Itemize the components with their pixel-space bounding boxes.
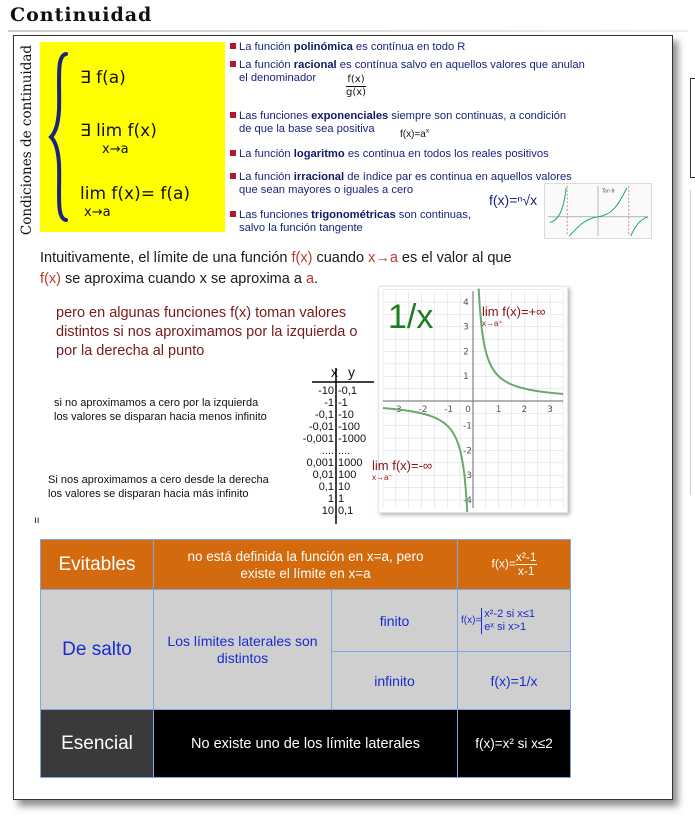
example-evitables: f(x)= $\frac{\text{x²-1}}{x-1}$	[458, 540, 571, 590]
rule-polinomica: La función polinómica es contínua en todo R	[230, 41, 465, 54]
y-tick-label: -2	[463, 446, 472, 457]
desc-salto: Los límites laterales son distintos	[154, 590, 332, 710]
rational-formula: $\frac{f(x)}{g(x)}$	[346, 74, 367, 98]
y-tick-label: 3	[463, 322, 469, 333]
intro-paragraph: Intuitivamente, el límite de una función f(x) cuando x→a es el valor al que f(x) se aproxima cuando x se aproxima a a.	[40, 250, 512, 287]
y-tick-label: -1	[463, 421, 472, 432]
x-value: -0,1	[315, 409, 334, 421]
y-value: 1	[338, 493, 345, 505]
x-tick-label: 2	[521, 404, 528, 415]
y-value: 1000	[338, 457, 363, 469]
tangent-graph-label: Tan θ	[601, 189, 615, 195]
condition-3: lim f(x)= f(a)	[80, 184, 191, 204]
lateral-limits-note: pero en algunas funciones f(x) toman valores distintos si nos aproximamos por la izquierda o por la derecha al punto	[56, 305, 358, 359]
rule-trigonometrica: Las funciones trigonométricas son continuas, salvo la función tangente	[230, 209, 471, 236]
slide-frame	[13, 35, 673, 800]
x-tick-label: -2	[418, 404, 428, 415]
x-header: x	[331, 364, 338, 380]
y-tick-label: -3	[463, 471, 472, 482]
y-value: -10	[338, 409, 354, 421]
rule-exponencial: Las funciones exponenciales siempre son continuas, a condición de que la base sea positiva	[230, 110, 566, 137]
example-finito: f(x)= x²-2 si x≤1 eˣ si x>1	[458, 590, 571, 652]
x-value: -1	[324, 397, 334, 409]
example-infinito: f(x)=1/x	[458, 652, 571, 710]
root-formula: f(x)=ⁿ√x	[489, 192, 538, 208]
x-value: 0,001	[306, 457, 334, 469]
conditions-box	[40, 42, 225, 232]
desc-evitables: no está definida la función en x=a, pero existe el límite en x=a	[154, 540, 458, 590]
y-tick-label: 1	[463, 372, 469, 383]
x-values	[294, 385, 334, 517]
rule-racional: La función racional es contínua salvo en aquellos valores que anulan el denominador	[230, 59, 585, 86]
type-evitables: Evitables	[41, 540, 154, 590]
plot-label: 1/x	[388, 298, 434, 336]
x-value: ....	[321, 445, 334, 457]
tangent-graph	[544, 183, 652, 239]
y-value: -1	[338, 397, 348, 409]
salto-finito: finito	[332, 590, 458, 652]
limit-minus: lim f(x)=-∞ x→a⁻	[372, 458, 433, 482]
row-esencial	[41, 710, 571, 778]
x-value: -10	[318, 385, 334, 397]
type-salto: De salto	[41, 590, 154, 710]
x-value: -0,01	[308, 421, 334, 433]
left-approach-note: si no aproximamos a cero por la izquierda los valores se disparan hacia menos infinito	[54, 397, 267, 423]
exponential-formula: $f(x)=a^x$	[400, 127, 430, 140]
type-esencial: Esencial	[41, 710, 154, 778]
y-values	[338, 385, 382, 517]
right-approach-note: Si nos aproximamos a cero desde la derecha los valores se disparan hacia más infinito	[48, 474, 269, 500]
y-tick-label: 4	[463, 298, 469, 309]
condition-2-sub: x→a	[102, 142, 129, 157]
x-value: 0,1	[318, 481, 334, 493]
x-value: -0,001	[302, 433, 334, 445]
row-salto-finito	[41, 590, 571, 652]
value-table	[294, 366, 384, 526]
x-tick-label: 0	[465, 404, 471, 415]
brace-icon	[48, 50, 72, 224]
condition-2: ∃ lim f(x)	[80, 121, 157, 141]
x-tick-label: 1	[495, 404, 502, 415]
condition-1: ∃ f(a)	[80, 68, 126, 88]
y-value: 10	[338, 481, 351, 493]
y-header: y	[348, 364, 355, 380]
y-value: 100	[338, 469, 357, 481]
y-tick-label: -4	[463, 495, 472, 506]
desc-esencial: No existe uno de los límite laterales	[154, 710, 458, 778]
x-value: 0,01	[312, 469, 334, 481]
discontinuity-table	[40, 539, 571, 778]
row-evitables	[41, 540, 571, 590]
example-esencial: f(x)=x² si x≤2	[458, 710, 571, 778]
x-tick-label: -3	[392, 404, 402, 415]
adjacent-slide-edge-2	[690, 190, 695, 495]
limit-plus: lim f(x)=+∞ x→a⁺	[482, 304, 546, 328]
salto-infinito: infinito	[332, 652, 458, 710]
y-value: -0,1	[338, 385, 357, 397]
rule-irracional: La función irracional de índice par es continua en aquellos valores que sean mayores o iguales a cero	[230, 171, 572, 198]
adjacent-slide-edge	[690, 78, 695, 178]
y-value: 0,1	[338, 505, 354, 517]
x-value: 1	[327, 493, 334, 505]
x-tick-label: -1	[444, 404, 454, 415]
x-tick-label: 3	[547, 404, 553, 415]
y-value: ....	[338, 445, 351, 457]
y-value: -100	[338, 421, 361, 433]
x-value: 10	[321, 505, 334, 517]
y-value: -1000	[338, 433, 367, 445]
condition-3-sub: x→a	[84, 205, 111, 220]
page-title: Continuidad	[10, 4, 153, 26]
rule-logaritmo: La función logaritmo es continua en todos los reales positivos	[230, 148, 549, 161]
stray-mark: ıı	[34, 515, 40, 526]
y-tick-label: 2	[463, 347, 469, 358]
side-label: Condiciones de continuidad	[19, 44, 35, 236]
title-rule	[8, 30, 688, 32]
